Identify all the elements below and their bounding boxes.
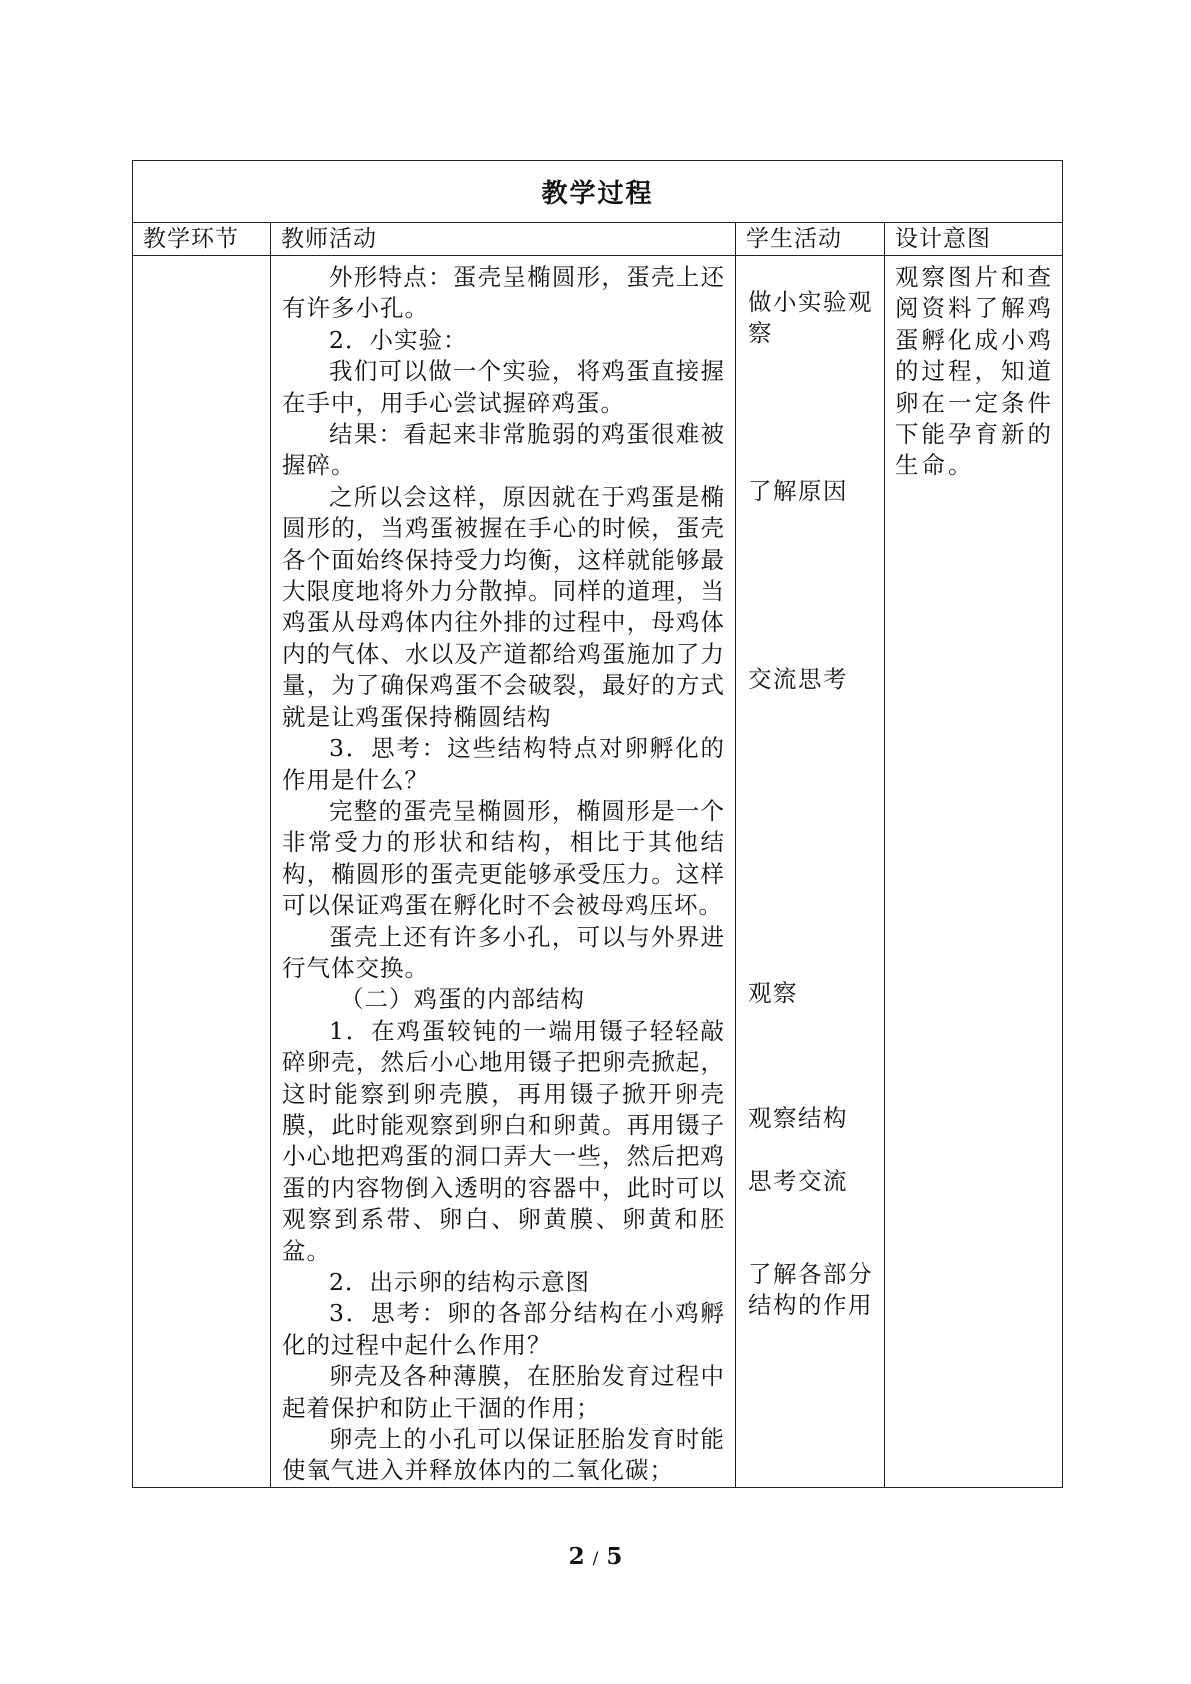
page-current: 2 [568, 1543, 585, 1570]
teacher-paragraph: 完整的蛋壳呈椭圆形，椭圆形是一个非常受力的形状和结构，相比于其他结构，椭圆形的蛋壳更能够承受压力。这样可以保证鸡蛋在孵化时不会被母鸡压坏。 [282, 796, 725, 920]
design-intent-text: 观察图片和查阅资料了解鸡蛋孵化成小鸡的过程，知道卵在一定条件下能孕育新的生命。 [895, 263, 1055, 480]
header-design-intent: 设计意图 [885, 223, 1063, 256]
teaching-stage-cell [133, 256, 271, 1488]
teacher-paragraph: 2．小实验： [329, 325, 468, 354]
teacher-paragraph: 3．思考：卵的各部分结构在小鸡孵化的过程中起什么作用？ [282, 1299, 725, 1359]
teaching-process-table [132, 160, 1063, 1488]
teacher-paragraph: 蛋壳上还有许多小孔，可以与外界进行气体交换。 [282, 922, 725, 982]
page-total: 5 [606, 1543, 623, 1570]
page-separator: / [592, 1549, 599, 1569]
student-activity-cell [736, 256, 885, 1488]
teacher-paragraph: 2．出示卵的结构示意图 [329, 1268, 590, 1296]
teacher-paragraph: 我们可以做一个实验，将鸡蛋直接握在手中，用手心尝试握碎鸡蛋。 [282, 357, 725, 417]
student-activity: 做小实验观察 [748, 288, 873, 348]
header-teacher-activity: 教师活动 [271, 223, 736, 256]
student-activity: 观察结构 [748, 1104, 848, 1132]
teacher-paragraph: 之所以会这样，原因就在于鸡蛋是椭圆形的，当鸡蛋被握在手心的时候，蛋壳各个面始终保持受力均衡，这样就能够最大限度地将外力分散掉。同样的道理，当鸡蛋从母鸡体内往外排的过程中，母鸡体内的气体、水以及产道都给鸡蛋施加了力量，为了确保鸡蛋不会破裂，最好的方式就是让鸡蛋保持椭圆结构 [282, 482, 725, 731]
teacher-paragraph: 卵壳及各种薄膜，在胚胎发育过程中起着保护和防止干涸的作用； [282, 1362, 725, 1422]
student-activity: 思考交流 [748, 1167, 848, 1195]
teacher-paragraph: 结果：看起来非常脆弱的鸡蛋很难被握碎。 [282, 420, 725, 480]
teacher-paragraph: 外形特点：蛋壳呈椭圆形，蛋壳上还有许多小孔。 [282, 263, 725, 323]
teacher-paragraph: 3．思考：这些结构特点对卵孵化的作用是什么？ [282, 734, 725, 794]
student-activity: 了解各部分结构的作用 [748, 1260, 873, 1320]
student-activity: 交流思考 [748, 665, 848, 693]
student-activity: 观察 [748, 979, 798, 1007]
teacher-activity-cell [271, 256, 736, 1488]
header-teaching-stage: 教学环节 [133, 223, 271, 256]
teacher-paragraph: 1．在鸡蛋较钝的一端用镊子轻轻敲碎卵壳，然后小心地用镊子把卵壳掀起，这时能察到卵壳膜，再用镊子掀开卵壳膜，此时能观察到卵白和卵黄。再用镊子小心地把鸡蛋的洞口弄大一些，然后把鸡蛋的内容物倒入透明的容器中，此时可以观察到系带、卵白、卵黄膜、卵黄和胚盆。 [282, 1016, 725, 1265]
header-student-activity: 学生活动 [736, 223, 885, 256]
student-activity: 了解原因 [748, 477, 848, 505]
table-title: 教学过程 [133, 161, 1063, 223]
section-heading: （二）鸡蛋的内部结构 [340, 985, 585, 1014]
design-intent-cell [885, 256, 1063, 1488]
page-number [0, 1543, 1191, 1570]
teacher-paragraph: 卵壳上的小孔可以保证胚胎发育时能使氧气进入并释放体内的二氧化碳； [282, 1425, 725, 1485]
